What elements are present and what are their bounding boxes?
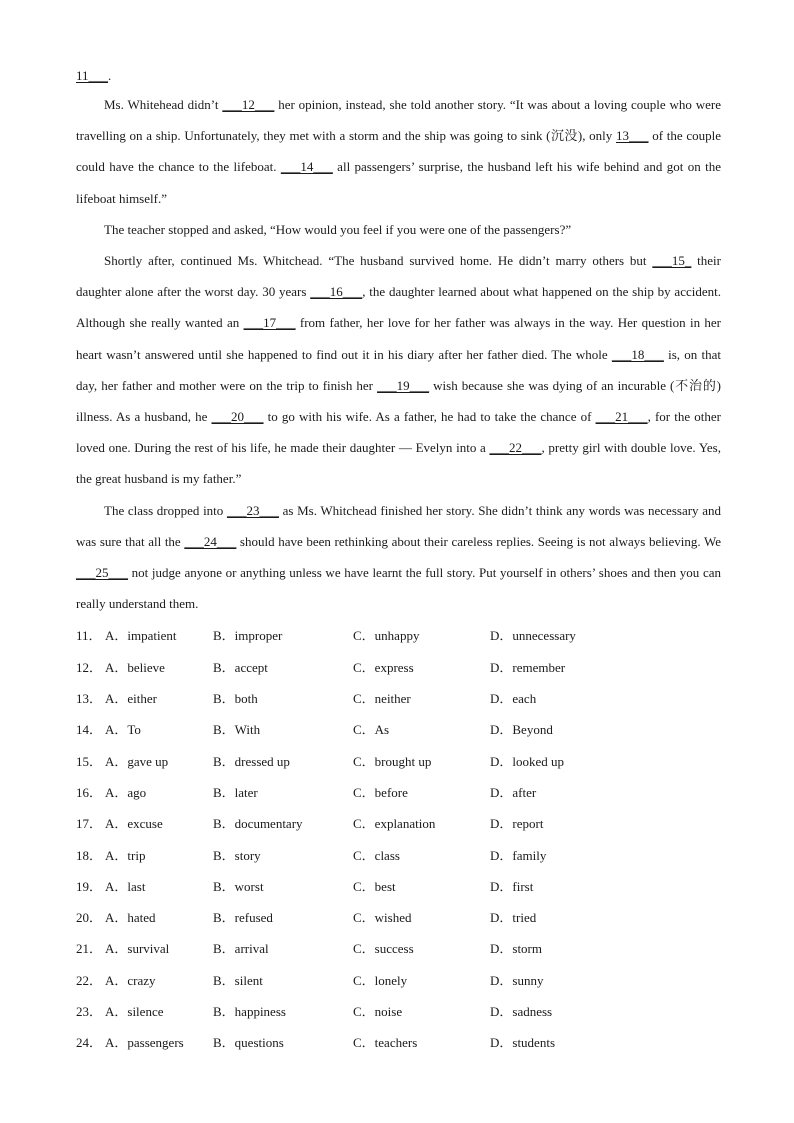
- question-number: 17．: [76, 816, 103, 832]
- option-c: C．explanation: [353, 816, 436, 832]
- blank-20: ___20___: [211, 409, 264, 425]
- option-row: [76, 652, 721, 683]
- option-b: B．accept: [213, 659, 268, 675]
- blank-13: 13___: [616, 128, 649, 144]
- option-d: D．looked up: [490, 753, 565, 769]
- option-b: B．refused: [213, 910, 273, 926]
- option-row: [76, 746, 721, 777]
- option-b: B．dressed up: [213, 753, 290, 769]
- option-d: D．family: [490, 847, 547, 863]
- carryover-period: .: [108, 68, 112, 83]
- option-b: B．documentary: [213, 816, 303, 832]
- option-row: [76, 620, 721, 651]
- question-number: 12．: [76, 659, 103, 675]
- option-c: C．best: [353, 878, 396, 894]
- option-c: C．brought up: [353, 753, 432, 769]
- option-b: B．questions: [213, 1035, 284, 1051]
- option-a: A．ago: [105, 784, 147, 800]
- blank-11: 11___: [76, 68, 109, 83]
- paragraph-4: [76, 495, 721, 620]
- question-number: 16．: [76, 784, 103, 800]
- option-a: A．excuse: [105, 816, 163, 832]
- question-number: 14．: [76, 722, 103, 738]
- question-number: 18．: [76, 847, 103, 863]
- question-number: 20．: [76, 910, 103, 926]
- option-d: D．first: [490, 878, 534, 894]
- option-c: C．noise: [353, 1004, 403, 1020]
- options-list: [76, 620, 721, 1058]
- blank-24: ___24___: [184, 533, 237, 549]
- option-b: B．silent: [213, 972, 263, 988]
- option-c: C．unhappy: [353, 628, 420, 644]
- option-b: B．With: [213, 722, 261, 738]
- option-d: D．Beyond: [490, 722, 553, 738]
- option-c: C．express: [353, 659, 414, 675]
- option-c: C．lonely: [353, 972, 408, 988]
- p3-text-3: , the daughter learned about what happened on the ship by accident. Although she really wanted an: [76, 284, 721, 331]
- option-d: D．students: [490, 1035, 556, 1051]
- option-a: A．impatient: [105, 628, 177, 644]
- option-a: A．last: [105, 878, 146, 894]
- question-number: 24．: [76, 1035, 103, 1051]
- question-number: 19．: [76, 878, 103, 894]
- p3-text-1: Shortly after, continued Ms. Whitchead. “The husband survived home. He didn’t marry others but: [104, 253, 653, 269]
- option-d: D．tried: [490, 910, 537, 926]
- option-b: B．both: [213, 691, 258, 707]
- option-row: [76, 965, 721, 996]
- option-row: [76, 683, 721, 714]
- option-c: C．wished: [353, 910, 412, 926]
- option-a: A．hated: [105, 910, 156, 926]
- blank-12: ___12___: [222, 97, 275, 112]
- option-d: D．storm: [490, 941, 543, 957]
- p4-text-2: as Ms. Whitchead finished her story. She didn’t think any words was necessary and was sure that all the: [76, 502, 721, 549]
- blank-19: ___19___: [377, 377, 430, 393]
- p4-text-1: The class dropped into: [104, 502, 227, 518]
- paragraph-3: [76, 245, 721, 495]
- option-c: C．As: [353, 722, 390, 738]
- option-d: D．unnecessary: [490, 628, 576, 644]
- option-row: [76, 808, 721, 839]
- option-a: A．gave up: [105, 753, 169, 769]
- option-b: B．happiness: [213, 1004, 286, 1020]
- p1-text-2: her opinion, instead, she told another story. “It was about a loving couple who were travelling on a ship. Unfortunately, they met with a storm and the ship was going to sink (沉没), only: [76, 97, 722, 144]
- question-number: 22．: [76, 972, 103, 988]
- blank-16: ___16___: [310, 284, 363, 300]
- option-d: D．report: [490, 816, 544, 832]
- option-d: D．each: [490, 691, 537, 707]
- option-c: C．before: [353, 784, 408, 800]
- option-d: D．sunny: [490, 972, 544, 988]
- p3-text-2: their daughter alone after the worst day. 30 years: [76, 253, 722, 300]
- carryover-line: [76, 62, 721, 89]
- option-a: A．believe: [105, 659, 165, 675]
- p4-text-4: not judge anyone or anything unless we have learnt the full story. Put yourself in others’ shoes and then you can really understand them.: [76, 565, 721, 612]
- blank-21: ___21___: [595, 409, 648, 425]
- blank-22: ___22___: [489, 440, 542, 456]
- p3-text-8: , for the other loved one. During the rest of his life, he made their daughter — Evelyn into a: [76, 409, 721, 456]
- question-number: 13．: [76, 691, 103, 707]
- p2-text: The teacher stopped and asked, “How would you feel if you were one of the passengers?”: [104, 221, 572, 237]
- question-number: 23．: [76, 1004, 103, 1020]
- option-b: B．arrival: [213, 941, 269, 957]
- blank-23: ___23___: [226, 502, 279, 518]
- option-b: B．improper: [213, 628, 283, 644]
- blank-25: ___25___: [76, 565, 128, 581]
- option-c: C．success: [353, 941, 414, 957]
- p1-text-4: all passengers’ surprise, the husband left his wife behind and got on the lifeboat himself.”: [76, 159, 721, 206]
- option-a: A．crazy: [105, 972, 156, 988]
- p1-text-3: of the couple could have the chance to the lifeboat.: [76, 128, 721, 175]
- option-row: [76, 996, 721, 1027]
- option-a: A．either: [105, 691, 157, 707]
- option-b: B．later: [213, 784, 258, 800]
- question-number: 21．: [76, 941, 103, 957]
- option-c: C．class: [353, 847, 400, 863]
- option-row: [76, 902, 721, 933]
- question-number: 15．: [76, 753, 103, 769]
- p3-text-9: , pretty girl with double love. Yes, the great husband is my father.”: [76, 440, 721, 487]
- document-page: [76, 62, 721, 1059]
- option-row: [76, 1027, 721, 1058]
- question-number: 11．: [76, 628, 102, 644]
- option-d: D．after: [490, 784, 537, 800]
- p3-text-7: to go with his wife. As a father, he had to take the chance of: [263, 409, 596, 425]
- option-a: A．To: [105, 722, 141, 738]
- p3-text-6: wish because she was dying of an incurable (不治的) illness. As a husband, he: [76, 377, 721, 425]
- p3-text-4: from father, her love for her father was always in the way. Her question in her heart wasn’t answered until she happened to find out it in his diary after her father died. The whole: [76, 315, 722, 362]
- blank-15: ___15_: [652, 253, 692, 269]
- option-c: C．teachers: [353, 1035, 418, 1051]
- option-d: D．remember: [490, 659, 566, 675]
- option-a: A．passengers: [105, 1035, 184, 1051]
- option-b: B．story: [213, 847, 261, 863]
- option-b: B．worst: [213, 878, 264, 894]
- option-d: D．sadness: [490, 1004, 553, 1020]
- option-a: A．silence: [105, 1004, 164, 1020]
- blank-18: ___18___: [611, 346, 664, 362]
- p4-text-3: should have been rethinking about their careless replies. Seeing is not always believing. We: [236, 533, 721, 549]
- option-c: C．neither: [353, 691, 411, 707]
- option-row: [76, 840, 721, 871]
- paragraph-1: [76, 89, 721, 214]
- paragraph-2: [76, 214, 721, 245]
- option-a: A．trip: [105, 847, 146, 863]
- option-a: A．survival: [105, 941, 170, 957]
- option-row: [76, 933, 721, 964]
- option-row: [76, 714, 721, 745]
- p1-text-1: Ms. Whitehead didn’t: [104, 97, 223, 112]
- option-row: [76, 777, 721, 808]
- option-row: [76, 871, 721, 902]
- blank-14: ___14___: [280, 159, 333, 175]
- blank-17: ___17___: [243, 315, 296, 331]
- p3-text-5: is, on that day, her father and mother were on the trip to finish her: [76, 346, 721, 393]
